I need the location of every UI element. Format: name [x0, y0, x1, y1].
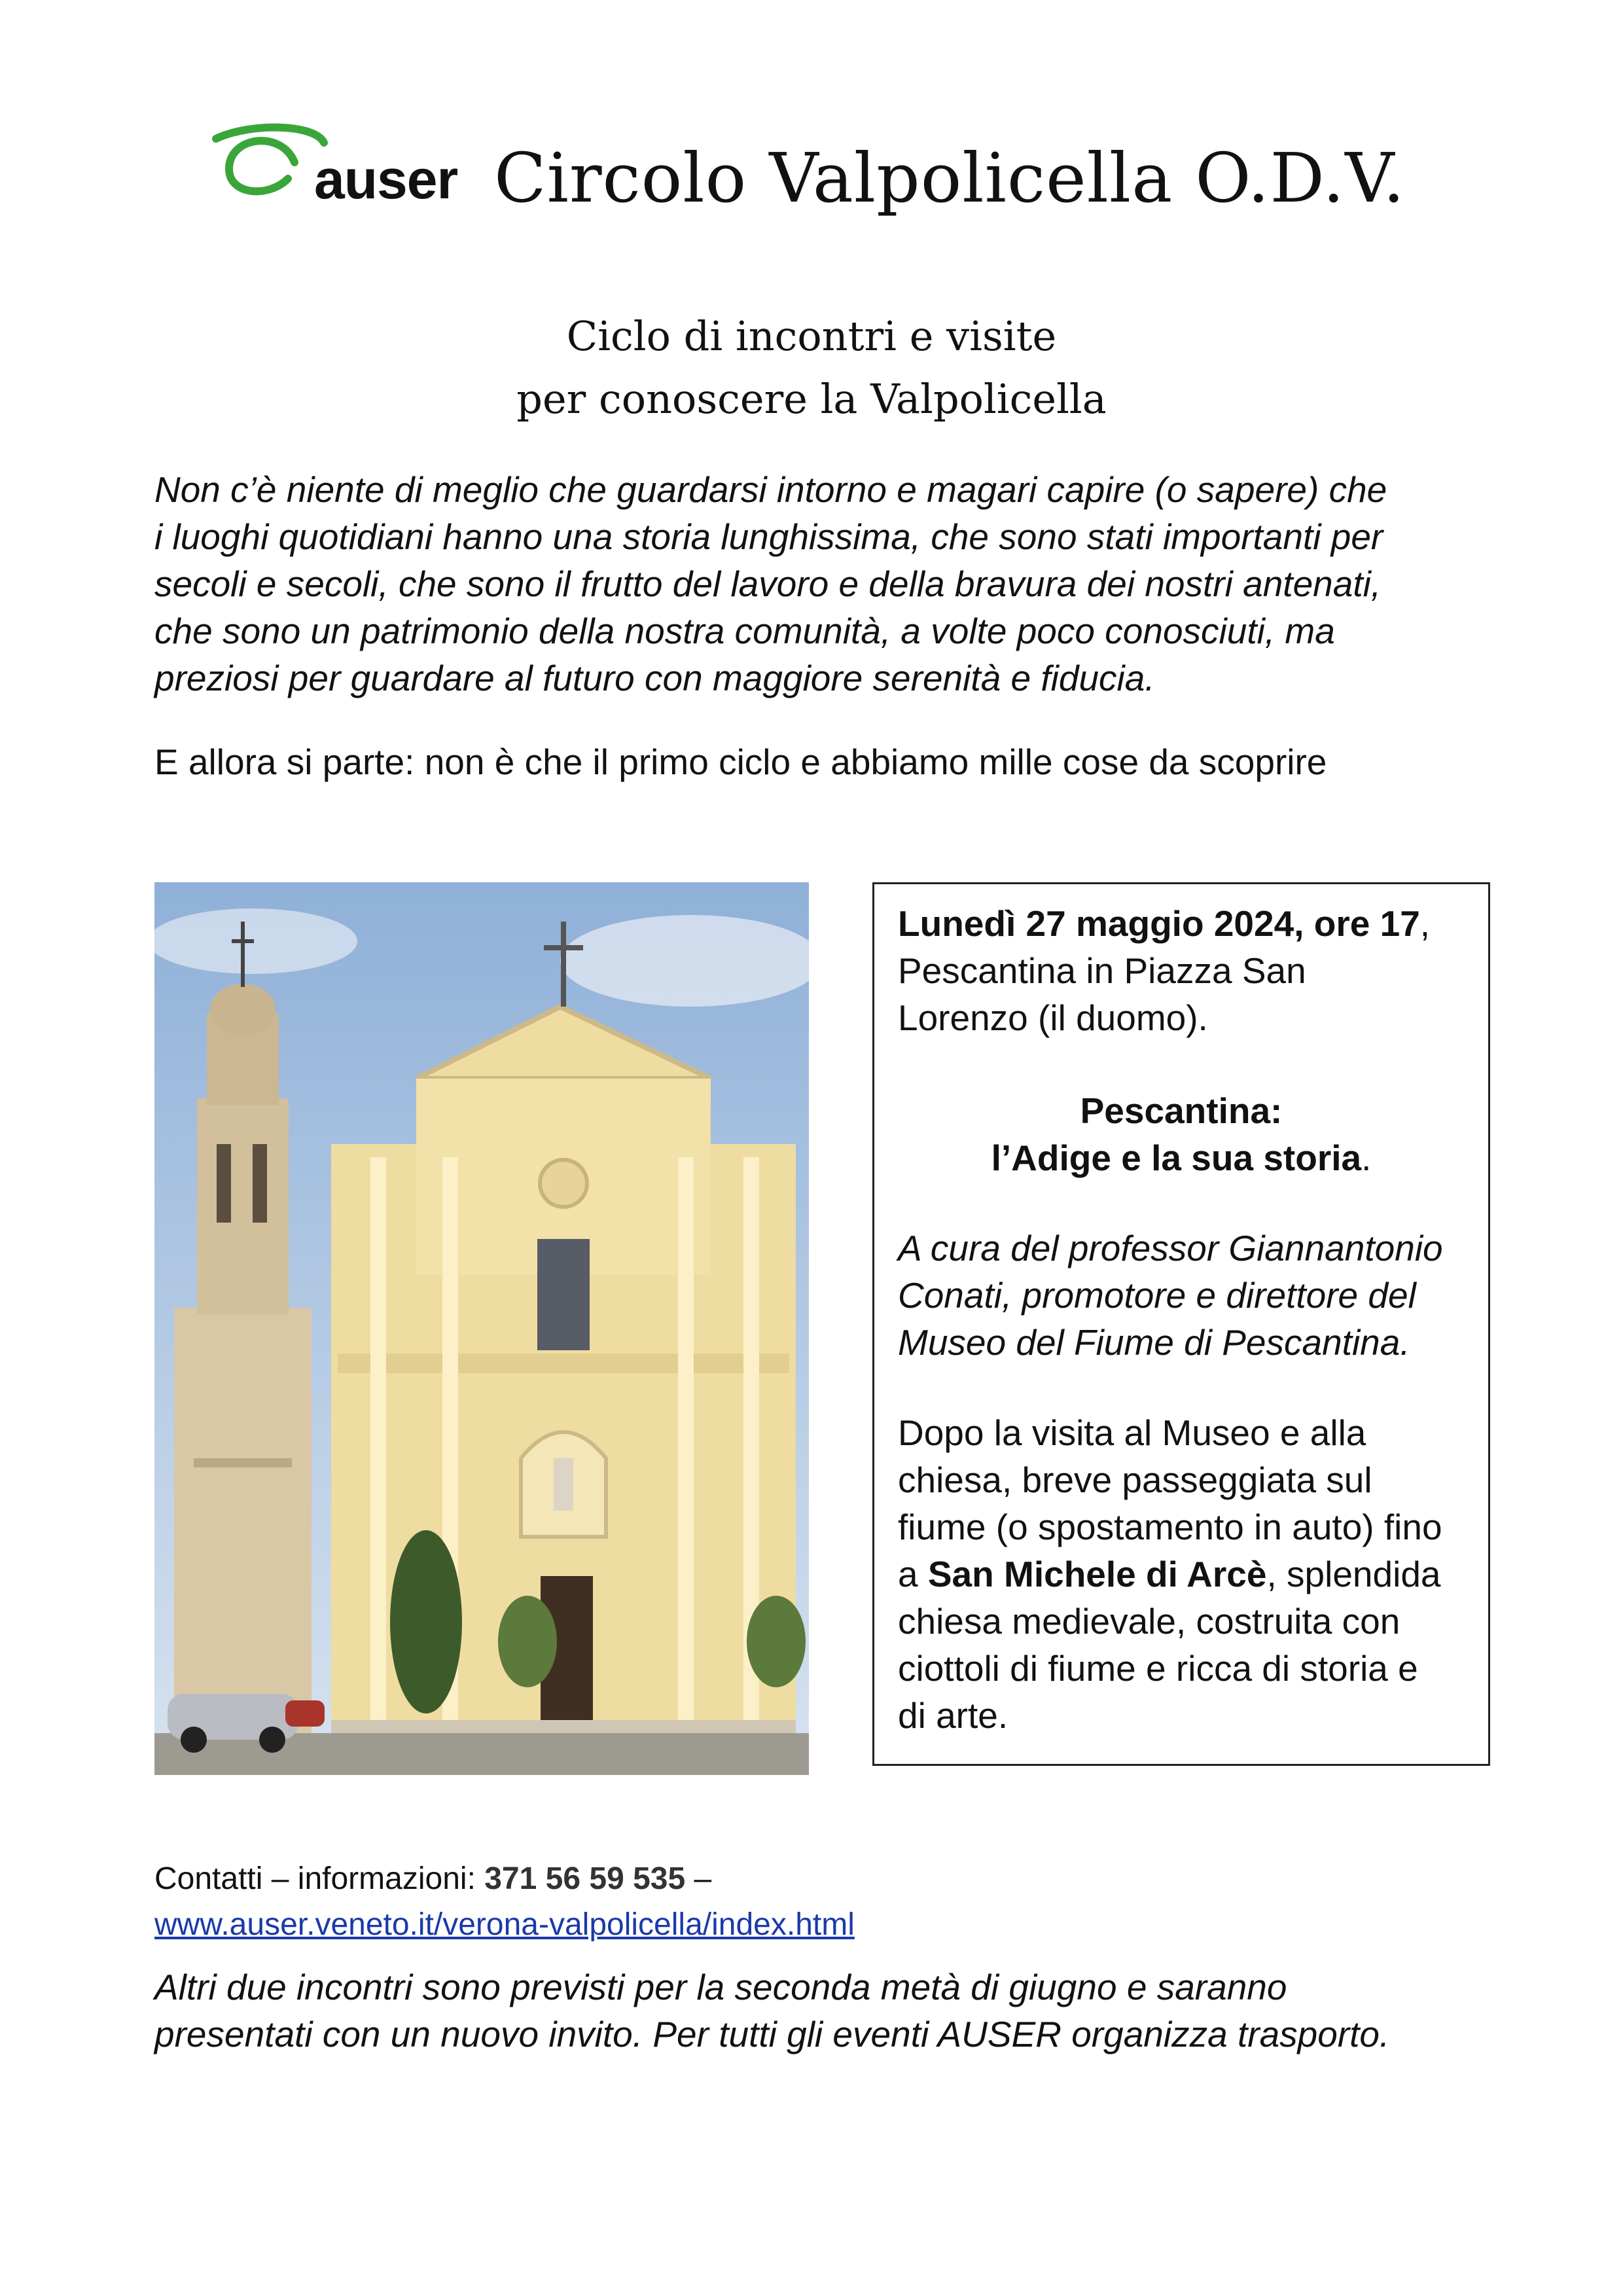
event-date-suffix: ,	[1419, 903, 1431, 944]
event-details-box	[872, 882, 1490, 1766]
auser-logo-text: auser	[314, 149, 458, 210]
intro-paragraph	[154, 466, 1489, 702]
desc-prefix: a	[898, 1554, 928, 1594]
curator-line: Conati, promotore e direttore del	[898, 1275, 1416, 1316]
destination-name: San Michele di Arcè	[927, 1554, 1267, 1594]
contacts-block	[154, 1856, 855, 1948]
event-description-line: chiesa, breve passeggiata sul	[898, 1460, 1372, 1500]
event-description-line: di arte.	[898, 1695, 1008, 1736]
contacts-label: Contatti – informazioni:	[154, 1861, 485, 1896]
event-place-line: Pescantina in Piazza San	[898, 950, 1306, 991]
closing-line: presentati con un nuovo invito. Per tutti gli eventi AUSER organizza trasporto.	[154, 2014, 1390, 2054]
contacts-dash: –	[685, 1861, 712, 1896]
event-place-line: Lorenzo (il duomo).	[898, 997, 1208, 1038]
event-topic-suffix: .	[1361, 1138, 1372, 1178]
contacts-line	[154, 1856, 855, 1902]
event-description-line	[898, 1551, 1465, 1598]
intro-line: i luoghi quotidiani hanno una storia lunghissima, che sono stati importanti per	[154, 516, 1383, 557]
event-date-text: Lunedì 27 maggio 2024, ore 17	[898, 903, 1420, 944]
intro-line: secoli e secoli, che sono il frutto del lavoro e della bravura dei nostri antenati,	[154, 564, 1382, 604]
closing-note	[154, 1964, 1389, 2058]
event-topic-text: l’Adige e la sua storia	[991, 1138, 1362, 1178]
intro-line: che sono un patrimonio della nostra comunità, a volte poco conosciuti, ma	[154, 611, 1335, 651]
organization-name: Circolo Valpolicella O.D.V.	[494, 138, 1406, 218]
curator-line: A cura del professor Giannantonio	[898, 1228, 1443, 1268]
intro-line: preziosi per guardare al futuro con maggiore serenità e fiducia.	[154, 658, 1155, 698]
event-description-line: Dopo la visita al Museo e alla	[898, 1412, 1366, 1453]
curator-line: Museo del Fiume di Pescantina.	[898, 1322, 1410, 1363]
phone-number: 371 56 59 535	[484, 1861, 686, 1896]
event-topic-subtitle	[898, 1134, 1465, 1181]
intro-line: Non c’è niente di meglio che guardarsi intorno e magari capire (o sapere) che	[154, 469, 1387, 510]
document-title	[0, 305, 1623, 431]
website-link[interactable]: www.auser.veneto.it/verona-valpolicella/index.html	[154, 1907, 855, 1942]
church-photo	[154, 882, 809, 1775]
closing-line: Altri due incontri sono previsti per la seconda metà di giugno e saranno	[154, 1967, 1287, 2007]
lead-sentence: E allora si parte: non è che il primo ciclo e abbiamo mille cose da scoprire	[154, 742, 1327, 782]
event-topic-line: Pescantina:	[1080, 1090, 1283, 1131]
title-line-1: Ciclo di incontri e visite	[566, 312, 1057, 360]
event-date	[898, 900, 1465, 947]
event-description-line: ciottoli di fiume e ricca di storia e	[898, 1648, 1418, 1689]
desc-suffix: , splendida	[1266, 1554, 1441, 1594]
event-description-line: fiume (o spostamento in auto) fino	[898, 1507, 1442, 1547]
title-line-2: per conoscere la Valpolicella	[516, 375, 1107, 423]
event-description-line: chiesa medievale, costruita con	[898, 1601, 1400, 1641]
